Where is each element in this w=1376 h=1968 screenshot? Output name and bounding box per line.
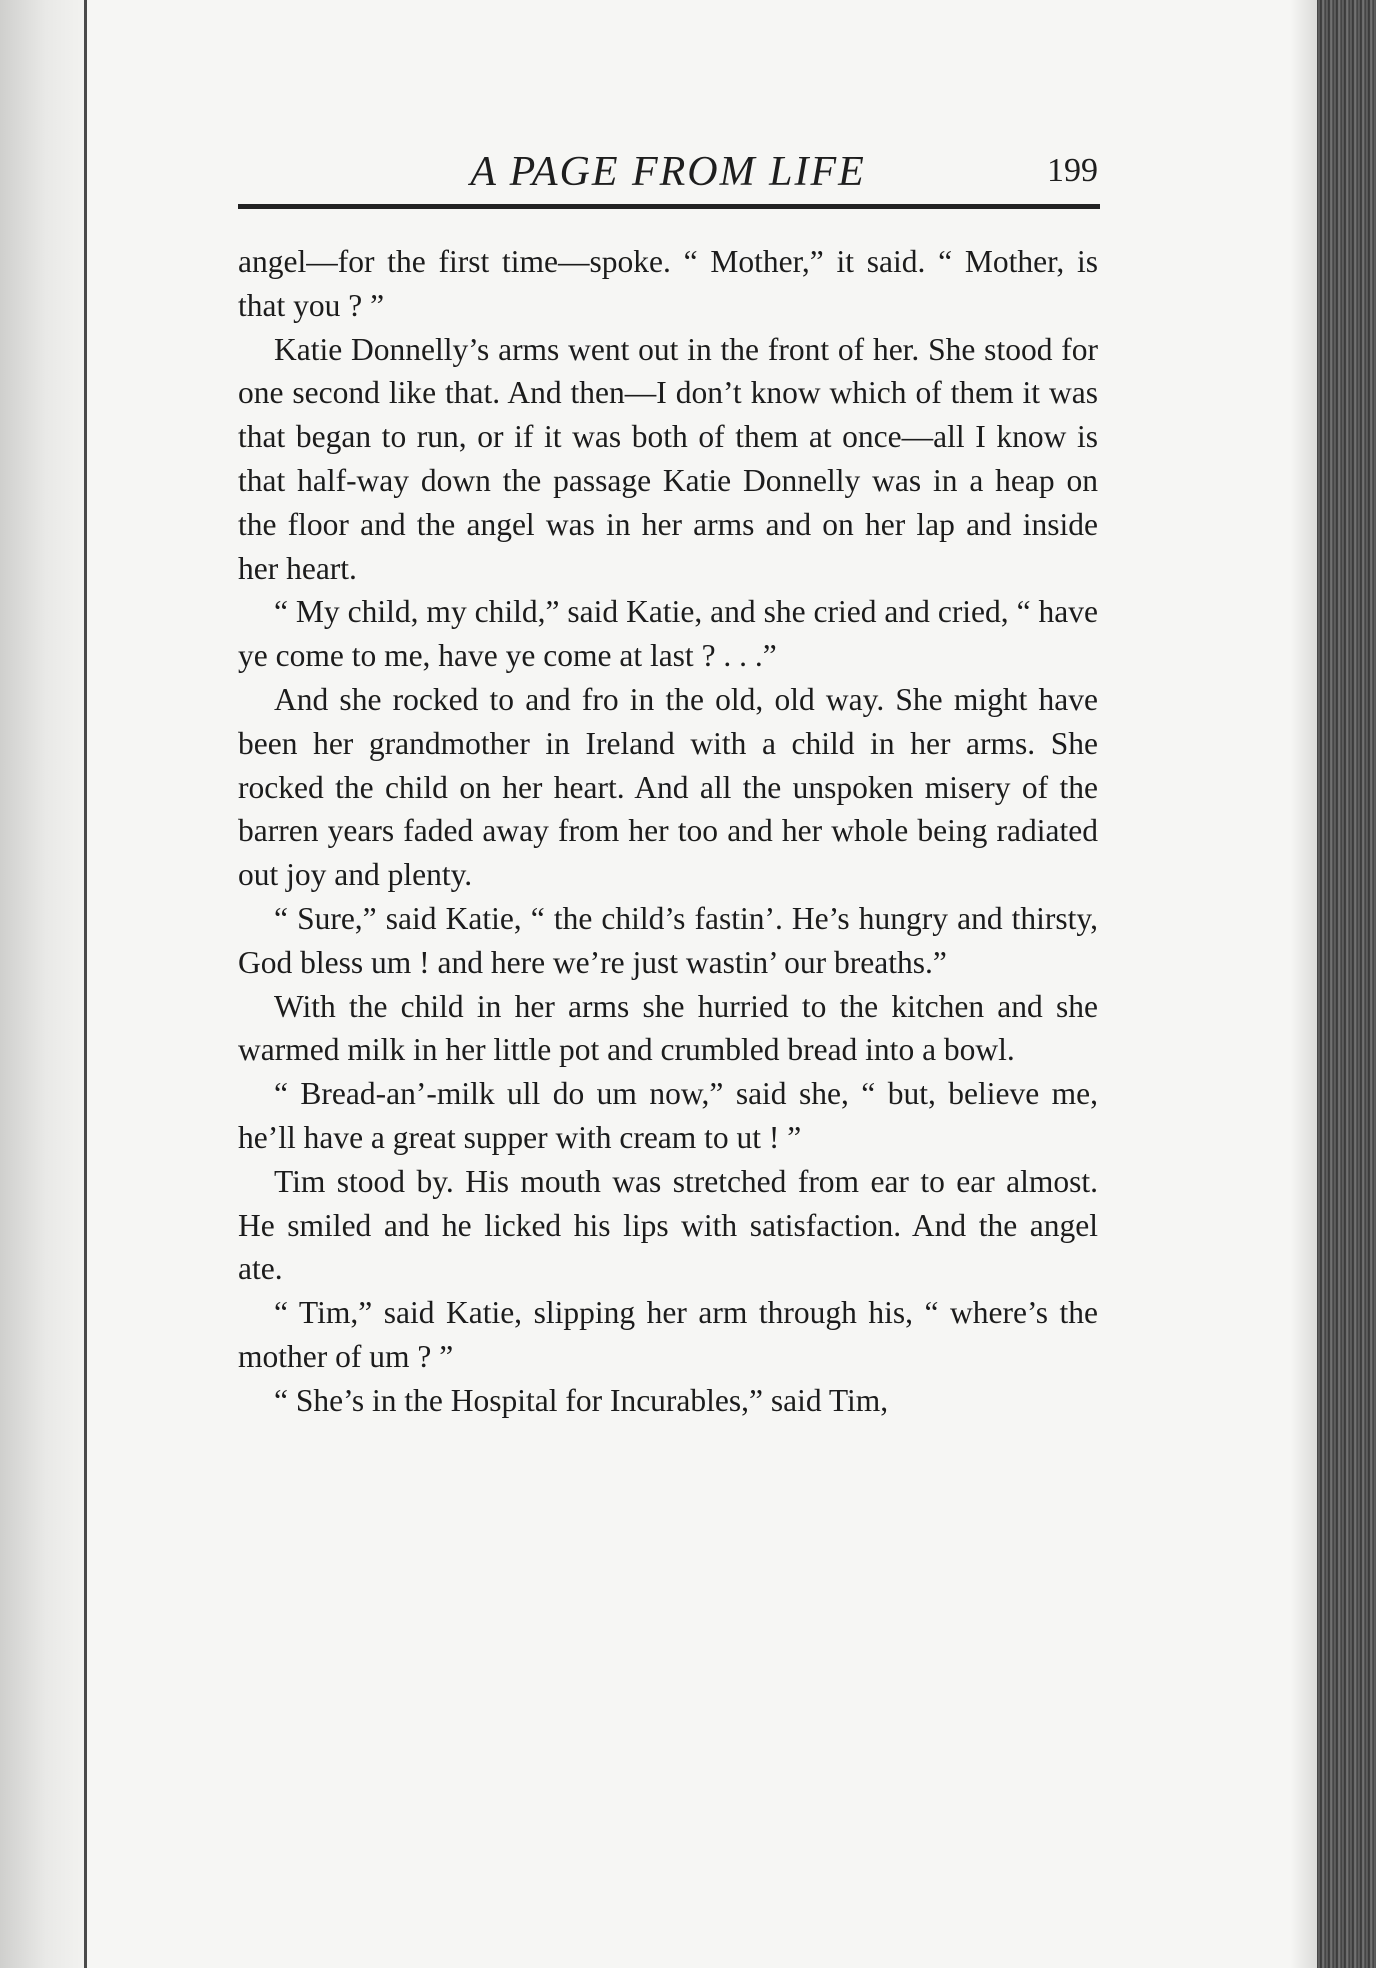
paragraph: “ She’s in the Hospital for Incurables,” said Tim, [274,1382,889,1418]
paragraph: With the child in her arms she hurried to the kitchen and she warmed milk in her little pot and crumbled bread into a bowl. [238,988,1098,1068]
body-text [238,240,1098,1423]
paragraph: Katie Donnelly’s arms went out in the front of her. She stood for one second like that. And then—I don’t know which of them it was that began to run, or if it was both of them at once—all I know is that half-way down the passage Katie Donnelly was in a heap on the floor and the angel was in her arms and on her lap and inside her heart. [238,331,1098,586]
header-rule [238,204,1100,209]
paragraph: angel—for the first time—spoke. “ Mother,” it said. “ Mother, is that you ? ” [238,244,1098,323]
paragraph: “ Tim,” said Katie, slipping her arm through his, “ where’s the mother of um ? ” [238,1295,1098,1374]
page-edge-shadow [1290,0,1320,1968]
running-title: A PAGE FROM LIFE [470,149,866,195]
paragraph: Tim stood by. His mouth was stretched from ear to ear almost. He smiled and he licked his lips with satisfaction. And the angel ate. [238,1163,1098,1287]
paragraph: And she rocked to and fro in the old, old way. She might have been her grandmother in Ireland with a child in her arms. She rocked the child on her heart. And all the unspoken misery of the barren years faded away from her too and her whole being radiated out joy and plenty. [238,681,1098,893]
facing-page-margin [0,0,84,1968]
page-header [238,140,1098,200]
book-page-edges [1317,0,1376,1968]
paragraph: “ My child, my child,” said Katie, and she cried and cried, “ have ye come to me, have ye come at last ? . . .” [238,594,1098,674]
paragraph: “ Sure,” said Katie, “ the child’s fastin’. He’s hungry and thirsty, God bless um ! and here we’re just wastin’ our breaths.” [238,900,1098,980]
page-number: 199 [1047,152,1098,189]
paragraph: “ Bread-an’-milk ull do um now,” said she, “ but, believe me, he’ll have a great supper with cream to ut ! ” [238,1076,1098,1155]
